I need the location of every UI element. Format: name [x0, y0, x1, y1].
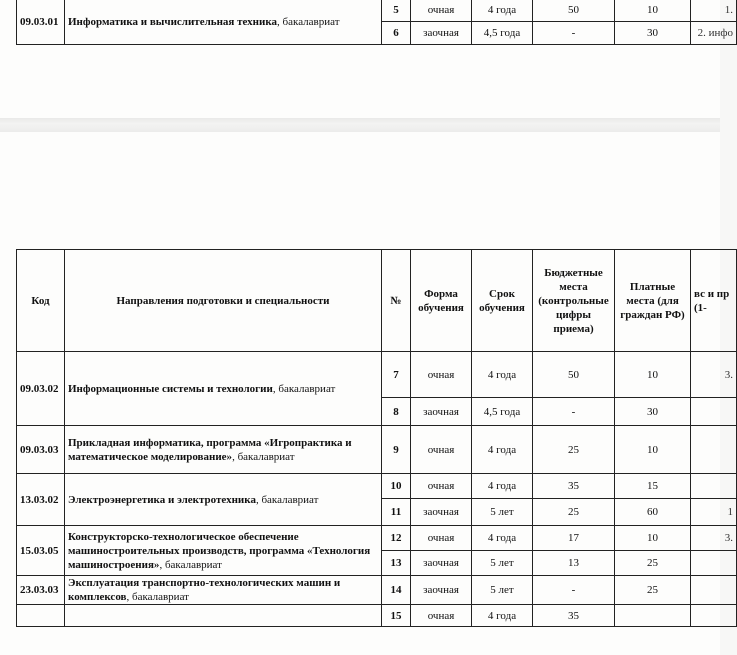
table-row — [17, 605, 737, 627]
row-number: 7 — [382, 352, 411, 398]
budget-places: 35 — [533, 474, 615, 499]
study-term: 4 года — [472, 426, 533, 474]
table-row — [17, 352, 737, 398]
row-number: 11 — [382, 499, 411, 526]
direction-code: 09.03.01 — [17, 0, 65, 45]
direction-title: Информатика и вычислительная техника — [68, 15, 278, 28]
paid-places: 10 — [615, 352, 691, 398]
row-number: 8 — [382, 398, 411, 426]
table-row — [17, 526, 737, 551]
budget-places: 35 — [533, 605, 615, 627]
direction-name — [65, 352, 382, 426]
extra-cell: 2. инфо — [691, 22, 737, 45]
study-term: 4 года — [472, 474, 533, 499]
direction-code: 15.03.05 — [17, 526, 65, 576]
degree-level: , бакалавриат — [232, 450, 295, 463]
direction-name — [65, 605, 382, 627]
row-number: 9 — [382, 426, 411, 474]
direction-title: Электроэнергетика и электротехника — [68, 493, 256, 506]
study-form: очная — [411, 0, 472, 22]
extra-cell: 3. — [691, 352, 737, 398]
study-form: очная — [411, 426, 472, 474]
direction-title: Конструкторско-технологическое обеспечение машиностроительных производств, программа «Технология машиностроения» — [68, 530, 371, 571]
degree-level: , бакалавриат — [126, 591, 189, 603]
study-form: очная — [411, 605, 472, 627]
study-term: 5 лет — [472, 499, 533, 526]
row-number: 10 — [382, 474, 411, 499]
table-row — [17, 0, 737, 22]
study-form: заочная — [411, 499, 472, 526]
header-code: Код — [17, 250, 65, 352]
paid-places: 30 — [615, 398, 691, 426]
paid-places: 10 — [615, 426, 691, 474]
extra-cell — [691, 551, 737, 576]
budget-places: - — [533, 576, 615, 605]
budget-places: 50 — [533, 352, 615, 398]
extra-cell — [691, 474, 737, 499]
study-term: 5 лет — [472, 576, 533, 605]
extra-cell: 1. — [691, 0, 737, 22]
budget-places: 25 — [533, 499, 615, 526]
extra-cell — [691, 576, 737, 605]
paid-places: 60 — [615, 499, 691, 526]
direction-code: 23.03.03 — [17, 576, 65, 605]
header-number: № — [382, 250, 411, 352]
header-study-form: Форма обучения — [411, 250, 472, 352]
extra-cell: 1 — [691, 499, 737, 526]
budget-places: 25 — [533, 426, 615, 474]
budget-places: - — [533, 22, 615, 45]
study-term: 4 года — [472, 605, 533, 627]
degree-level: , бакалавриат — [255, 493, 319, 506]
row-number: 15 — [382, 605, 411, 627]
direction-title: Информационные системы и технологии — [68, 382, 273, 395]
degree-level: , бакалавриат — [159, 558, 222, 571]
header-direction: Направления подготовки и специальности — [65, 250, 382, 352]
study-term: 4 года — [472, 526, 533, 551]
paid-places: 25 — [615, 551, 691, 576]
table-row — [17, 474, 737, 499]
direction-name — [65, 526, 382, 576]
direction-name — [65, 426, 382, 474]
direction-name — [65, 576, 382, 605]
direction-name — [65, 474, 382, 526]
row-number: 5 — [382, 0, 411, 22]
budget-places: 17 — [533, 526, 615, 551]
header-paid-places: Платные места (для граждан РФ) — [615, 250, 691, 352]
study-term: 5 лет — [472, 551, 533, 576]
study-form: заочная — [411, 398, 472, 426]
degree-level: , бакалавриат — [277, 15, 340, 28]
header-budget-places: Бюджетные места (контрольные цифры приема) — [533, 250, 615, 352]
extra-cell — [691, 426, 737, 474]
direction-code: 09.03.03 — [17, 426, 65, 474]
study-term: 4,5 года — [472, 398, 533, 426]
table-row — [17, 576, 737, 605]
study-form: очная — [411, 352, 472, 398]
paid-places: 30 — [615, 22, 691, 45]
direction-title: Эксплуатация транспортно-технологических машин и комплексов — [68, 577, 341, 603]
extra-cell: 3. — [691, 526, 737, 551]
budget-places: - — [533, 398, 615, 426]
study-form: очная — [411, 526, 472, 551]
top-admission-table — [16, 0, 737, 45]
row-number: 12 — [382, 526, 411, 551]
study-form: заочная — [411, 22, 472, 45]
direction-code: 13.03.02 — [17, 474, 65, 526]
study-form: очная — [411, 474, 472, 499]
extra-cell — [691, 398, 737, 426]
paid-places: 10 — [615, 526, 691, 551]
study-form: заочная — [411, 551, 472, 576]
row-number: 13 — [382, 551, 411, 576]
paid-places — [615, 605, 691, 627]
budget-places: 50 — [533, 0, 615, 22]
header-study-term: Срок обучения — [472, 250, 533, 352]
row-number: 14 — [382, 576, 411, 605]
admission-plan-table — [16, 249, 737, 627]
paid-places: 15 — [615, 474, 691, 499]
row-number: 6 — [382, 22, 411, 45]
study-form: заочная — [411, 576, 472, 605]
study-term: 4,5 года — [472, 22, 533, 45]
direction-code: 09.03.02 — [17, 352, 65, 426]
page-gap — [0, 118, 720, 132]
study-term: 4 года — [472, 0, 533, 22]
header-extra: вс и пр (1- — [691, 250, 737, 352]
budget-places: 13 — [533, 551, 615, 576]
direction-name — [65, 0, 382, 45]
paid-places: 10 — [615, 0, 691, 22]
paid-places: 25 — [615, 576, 691, 605]
study-term: 4 года — [472, 352, 533, 398]
degree-level: , бакалавриат — [272, 382, 336, 395]
table-row — [17, 426, 737, 474]
direction-code — [17, 605, 65, 627]
table-header-row — [17, 250, 737, 352]
extra-cell — [691, 605, 737, 627]
direction-title: Прикладная информатика, программа «Игропрактика и математическое моделирование» — [68, 436, 352, 463]
